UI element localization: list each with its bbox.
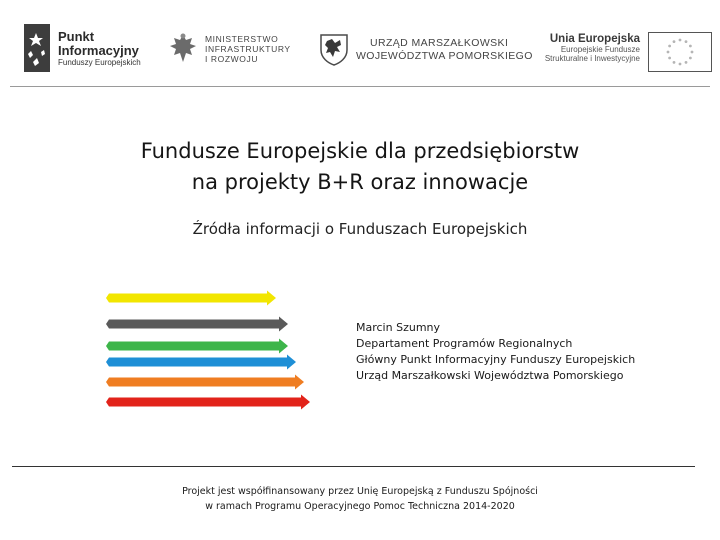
ue-logo-line3: Strukturalne i Inwestycyjne (544, 54, 640, 64)
unia-europejska-logo-text (532, 33, 640, 64)
eu-star-icon (689, 57, 692, 60)
eu-star-icon (679, 63, 682, 66)
eu-star-icon (667, 51, 670, 54)
arrow-green-icon (106, 339, 288, 354)
mir-logo-line1: MINISTERSTWO (205, 34, 279, 44)
colored-arrows-graphic (100, 288, 310, 414)
polish-eagle-emblem-icon (168, 32, 198, 66)
ue-logo-line2: Europejskie Fundusze (560, 45, 640, 55)
arrow-gray-icon (106, 317, 288, 332)
eu-star-icon (691, 51, 694, 54)
mir-logo-line3: I ROZWOJU (205, 53, 259, 64)
pi-logo-line2: Informacyjny (58, 42, 139, 58)
pi-logo-line1: Punkt (58, 29, 95, 44)
ue-logo-line1: Unia Europejska (549, 33, 640, 45)
eu-star-icon (668, 45, 671, 48)
header-divider (10, 86, 710, 87)
logo-bar (0, 0, 720, 88)
arrow-blue-icon (106, 355, 296, 370)
footer-divider (12, 466, 695, 467)
eu-star-icon (685, 40, 688, 43)
page-title (60, 136, 660, 198)
footer (60, 484, 660, 514)
um-logo-line1: URZĄD MARSZAŁKOWSKI (370, 37, 509, 49)
author-office: Główny Punkt Informacyjny Funduszy Europejskich (356, 353, 636, 366)
pi-star-logo-icon (24, 24, 50, 72)
ministerstwo-logo-text (205, 35, 291, 64)
footer-line1: Projekt jest współfinansowany przez Unię Europejską z Funduszu Spójności (182, 486, 538, 497)
pi-logo-line3: Funduszy Europejskich (58, 58, 141, 68)
eu-star-icon (673, 40, 676, 43)
arrow-orange-icon (106, 375, 304, 390)
eu-flag-icon (648, 32, 712, 72)
eu-star-icon (679, 39, 682, 42)
eu-star-icon (685, 61, 688, 64)
mir-logo-line2: INFRASTRUKTURY (205, 43, 291, 54)
author-department: Departament Programów Regionalnych (356, 337, 573, 350)
title-line1: Fundusze Europejskie dla przedsiębiorstw (140, 139, 580, 163)
eu-star-icon (668, 57, 671, 60)
author-block (356, 320, 635, 384)
eu-star-icon (689, 45, 692, 48)
urzad-marszalkowski-logo-text (356, 37, 533, 62)
title-line2: na projekty B+R oraz innowacje (191, 170, 529, 194)
author-institution: Urząd Marszałkowski Województwa Pomorskiego (356, 369, 624, 382)
arrow-red-icon (106, 395, 310, 410)
punkt-informacyjny-logo-text (58, 30, 141, 68)
footer-line2: w ramach Programu Operacyjnego Pomoc Techniczna 2014-2020 (205, 501, 515, 512)
author-name: Marcin Szumny (356, 321, 441, 334)
um-logo-line2: WOJEWÓDZTWA POMORSKIEGO (356, 49, 533, 62)
pomorskie-griffin-emblem-icon (318, 32, 350, 66)
arrow-yellow-icon (106, 291, 276, 306)
page-subtitle: Źródła informacji o Funduszach Europejskich (192, 220, 528, 238)
eu-star-icon (673, 61, 676, 64)
